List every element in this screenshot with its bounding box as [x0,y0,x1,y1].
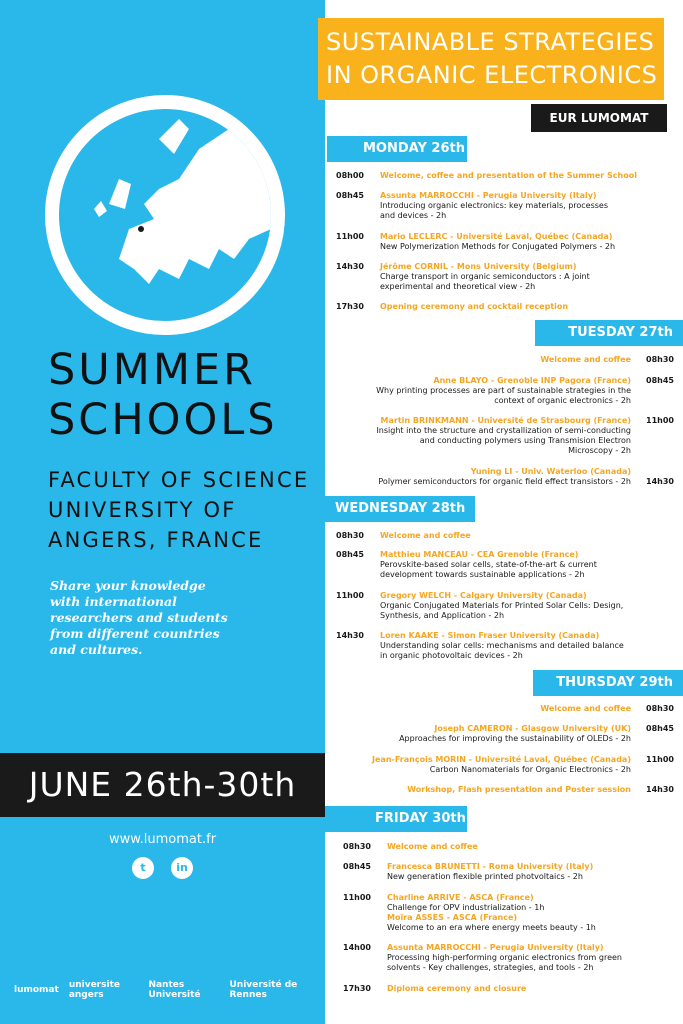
session [345,467,631,487]
session [387,893,677,933]
session-speaker: Anne BLAYO - Grenoble INP Pagora (France) [433,376,631,385]
nantes-logo: Nantes Université [148,980,201,1000]
session-speaker: Gregory WELCH - Calgary University (Canada) [380,591,587,600]
session [380,191,625,221]
tagline-line: from different countries [50,626,220,641]
faculty-subtitle [48,465,320,555]
session [345,724,631,744]
session [380,302,670,312]
program-panel [325,0,683,1024]
session [380,262,610,292]
session-description: Challenge for OPV industrialization - 1h [387,903,545,912]
session-time: 08h45 [646,724,674,733]
session-description: Perovskite-based solar cells, state-of-the-art & current development towards sustainable applications - 2h [380,560,597,579]
session-description: Welcome to an era where energy meets beauty - 1h [387,923,596,932]
tagline-line: Share your knowledge [50,578,206,593]
europe-globe-icon [45,95,285,335]
session-speaker: Moïra ASSES - ASCA (France) [387,913,518,922]
summer-schools-title [48,345,318,445]
website-link[interactable]: www.lumomat.fr [108,832,217,847]
session-speaker: Opening ceremony and cocktail reception [380,302,569,311]
partner-logos [14,980,314,1000]
session-description: Organic Conjugated Materials for Printed Solar Cells: Design, Synthesis, and Application - 2h [380,601,624,620]
session-speaker: Jérôme CORNIL - Mons University (Belgium) [380,262,577,271]
session-time: 11h00 [646,755,674,764]
session-description: Polymer semiconductors for organic field effect transistors - 2h [378,477,631,486]
session [380,171,675,181]
tagline-line: with international [50,594,177,609]
session-speaker: Diploma ceremony and closure [387,984,527,993]
session-time: 11h00 [343,893,371,902]
session [380,631,625,661]
session [380,232,670,252]
session-time: 08h30 [336,531,364,540]
session [355,376,631,406]
session-speaker: Welcome and coffee [540,355,631,364]
session-time: 17h30 [336,302,364,311]
session-time: 17h30 [343,984,371,993]
left-panel [0,0,325,1024]
session [380,550,625,580]
session-time: 14h30 [336,631,364,640]
session-time: 14h30 [336,262,364,271]
angers-logo: universite angers [68,980,120,1000]
session-time: 08h00 [336,171,364,180]
session-time: 11h00 [646,416,674,425]
day-header-tuesday: TUESDAY 27th [535,320,683,346]
session-description: Why printing processes are part of sustainable strategies in the context of organic electronics - 2h [376,386,631,405]
tagline [50,578,290,658]
subtitle-line: ANGERS, FRANCE [48,528,264,552]
session [325,355,631,365]
session [387,984,677,994]
session-speaker: Yuning LI - Univ. Waterloo (Canada) [470,467,631,476]
session-speaker: Francesca BRUNETTI - Roma University (Italy) [387,862,594,871]
session [387,842,677,852]
eur-label: EUR LUMOMAT [531,104,667,132]
session-speaker: Jean-François MORIN - Université Laval, Québec (Canada) [372,755,631,764]
session-speaker: Martin BRINKMANN - Université de Strasbourg (France) [380,416,631,425]
session [325,755,631,775]
session-speaker: Mario LECLERC - Université Laval, Québec (Canada) [380,232,613,241]
session-speaker: Charline ARRIVE - ASCA (France) [387,893,534,902]
session-time: 08h30 [343,842,371,851]
session-speaker: Matthieu MANCEAU - CEA Grenoble (France) [380,550,579,559]
subtitle-line: UNIVERSITY OF [48,498,237,522]
session-speaker: Joseph CAMERON - Glasgow University (UK) [434,724,631,733]
event-dates: JUNE 26th-30th [0,753,325,817]
session-time: 08h45 [336,191,364,200]
title-line: SCHOOLS [48,395,278,445]
lumomat-logo: lumomat [14,985,59,995]
linkedin-icon[interactable]: in [171,857,193,879]
session-speaker: Welcome and coffee [380,531,471,540]
day-header-friday: FRIDAY 30th [325,806,467,832]
session-speaker: Workshop, Flash presentation and Poster session [407,785,631,794]
session-description: Processing high-performing organic electronics from green solvents - Key challenges, strategies, and tools - 2h [387,953,622,972]
session-description: Understanding solar cells: mechanisms and detailed balance in organic photovoltaic devices - 2h [380,641,624,660]
session [387,862,677,882]
session-time: 08h45 [646,376,674,385]
session-description: Introducing organic electronics: key materials, processes and devices - 2h [380,201,609,220]
session-description: Charge transport in organic semiconductors : A joint experimental and theoretical view - 2h [380,272,590,291]
session-time: 14h30 [646,477,674,486]
subtitle-line: FACULTY OF SCIENCE [48,468,310,492]
session-description: Approaches for improving the sustainability of OLEDs - 2h [399,734,631,743]
session [325,785,631,795]
session [387,943,622,973]
session-time: 08h30 [646,704,674,713]
session-description: New Polymerization Methods for Conjugated Polymers - 2h [380,242,616,251]
session-speaker: Welcome, coffee and presentation of the Summer School [380,171,637,180]
session-speaker: Assunta MARROCCHI - Perugia University (Italy) [387,943,604,952]
social-links [0,856,325,879]
rennes-logo: Université de Rennes [229,980,298,1000]
tagline-line: and cultures. [50,642,143,657]
session-speaker: Welcome and coffee [387,842,478,851]
session-time: 14h30 [646,785,674,794]
banner-line: IN ORGANIC ELECTRONICS [326,61,658,89]
session [380,531,670,541]
session-time: 08h30 [646,355,674,364]
session-speaker: Assunta MARROCCHI - Perugia University (Italy) [380,191,597,200]
day-header-monday: MONDAY 26th [327,136,467,162]
session-description: New generation flexible printed photvoltaics - 2h [387,872,583,881]
session-time: 08h45 [343,862,371,871]
session-description: Insight into the structure and crystallization of semi-conducting and conducting polymers using Transmision Electron Microscopy - 2h [376,426,631,455]
day-header-wednesday: WEDNESDAY 28th [325,496,475,522]
session-time: 11h00 [336,232,364,241]
program-title-banner [318,18,664,100]
session-time: 14h00 [343,943,371,952]
session-speaker: Loren KAAKE - Simon Fraser University (Canada) [380,631,600,640]
title-line: SUMMER [48,345,257,395]
day-header-thursday: THURSDAY 29th [533,670,683,696]
session [380,591,625,621]
session [375,416,631,456]
banner-line: SUSTAINABLE STRATEGIES [326,28,655,56]
session-time: 08h45 [336,550,364,559]
tagline-line: researchers and students [50,610,228,625]
session-time: 11h00 [336,591,364,600]
session [325,704,631,714]
session-description: Carbon Nanomaterials for Organic Electronics - 2h [429,765,631,774]
session-speaker: Welcome and coffee [540,704,631,713]
twitter-icon[interactable]: t [132,857,154,879]
